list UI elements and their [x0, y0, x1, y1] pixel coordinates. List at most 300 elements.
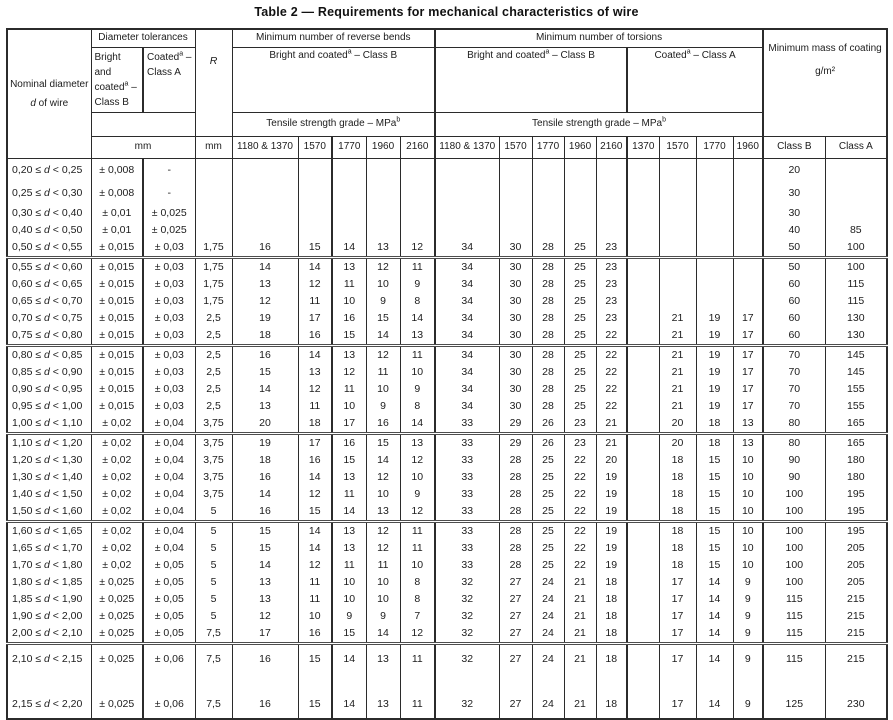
value-cell: ± 0,015 [91, 364, 143, 381]
header-grade-bends-1960: 1960 [366, 137, 400, 159]
value-cell: 10 [298, 608, 332, 625]
value-cell: 14 [696, 674, 733, 719]
value-cell: 1,75 [195, 239, 232, 258]
value-cell: 34 [435, 346, 499, 365]
value-cell [733, 293, 763, 310]
value-cell: ± 0,05 [143, 608, 195, 625]
value-cell: 50 [763, 258, 825, 277]
header-grade-torsb-1960: 1960 [564, 137, 596, 159]
value-cell: 125 [763, 674, 825, 719]
value-cell: 11 [400, 346, 435, 365]
value-cell: 100 [825, 239, 887, 258]
value-cell: 18 [596, 644, 627, 675]
value-cell: 215 [825, 608, 887, 625]
table-row [7, 182, 887, 205]
value-cell [499, 222, 532, 239]
value-cell [232, 222, 298, 239]
value-cell: 21 [596, 434, 627, 453]
value-cell: 25 [532, 557, 564, 574]
value-cell: 19 [232, 310, 298, 327]
value-cell: 19 [696, 327, 733, 346]
table-row [7, 608, 887, 625]
value-cell: ± 0,03 [143, 239, 195, 258]
value-cell: 5 [195, 557, 232, 574]
value-cell: 15 [696, 540, 733, 557]
value-cell: 25 [564, 276, 596, 293]
value-cell: 15 [298, 644, 332, 675]
value-cell: 14 [696, 591, 733, 608]
value-cell: 80 [763, 434, 825, 453]
value-cell: 90 [763, 469, 825, 486]
value-cell: 34 [435, 258, 499, 277]
value-cell: 15 [298, 239, 332, 258]
value-cell: 9 [400, 276, 435, 293]
value-cell: 15 [696, 557, 733, 574]
value-cell: 115 [763, 591, 825, 608]
value-cell: 13 [332, 522, 366, 541]
value-cell: 25 [564, 239, 596, 258]
header-coating-mass [763, 29, 887, 137]
value-cell: 25 [532, 486, 564, 503]
value-cell: - [143, 159, 195, 183]
value-cell: ± 0,02 [91, 540, 143, 557]
value-cell: ± 0,025 [143, 222, 195, 239]
diameter-range-cell: 1,30 ≤ d < 1,40 [7, 469, 91, 486]
value-cell: 100 [763, 557, 825, 574]
header-grade-torsa-1570: 1570 [659, 137, 696, 159]
value-cell: 27 [499, 591, 532, 608]
value-cell: 14 [298, 346, 332, 365]
value-cell: 60 [763, 310, 825, 327]
value-cell [659, 182, 696, 205]
value-cell: 18 [659, 452, 696, 469]
header-torsions-class-b: Bright and coated$^a$ – Class B [435, 48, 627, 113]
value-cell [400, 159, 435, 183]
value-cell: ± 0,03 [143, 398, 195, 415]
value-cell [659, 258, 696, 277]
value-cell [332, 182, 366, 205]
value-cell [400, 222, 435, 239]
value-cell: 32 [435, 625, 499, 644]
value-cell: 15 [696, 522, 733, 541]
value-cell [400, 182, 435, 205]
value-cell: 7,5 [195, 625, 232, 644]
value-cell [733, 205, 763, 222]
value-cell: 14 [366, 327, 400, 346]
value-cell: 8 [400, 398, 435, 415]
value-cell: 2,5 [195, 327, 232, 346]
value-cell: 25 [564, 364, 596, 381]
value-cell: 15 [332, 452, 366, 469]
value-cell: ± 0,008 [91, 159, 143, 183]
value-cell: 10 [400, 557, 435, 574]
value-cell: 28 [499, 540, 532, 557]
value-cell: ± 0,015 [91, 239, 143, 258]
table-row [7, 398, 887, 415]
value-cell: 8 [400, 293, 435, 310]
value-cell: 15 [696, 486, 733, 503]
value-cell: ± 0,03 [143, 381, 195, 398]
value-cell: 12 [366, 540, 400, 557]
value-cell: 215 [825, 625, 887, 644]
value-cell: ± 0,025 [91, 644, 143, 675]
value-cell [627, 452, 659, 469]
value-cell: 19 [596, 486, 627, 503]
value-cell: 18 [596, 574, 627, 591]
value-cell: 165 [825, 415, 887, 434]
value-cell: 8 [400, 574, 435, 591]
value-cell: 30 [499, 276, 532, 293]
value-cell: 85 [825, 222, 887, 239]
value-cell: 10 [400, 364, 435, 381]
value-cell: ± 0,015 [91, 310, 143, 327]
value-cell [696, 276, 733, 293]
value-cell: ± 0,008 [91, 182, 143, 205]
value-cell: ± 0,01 [91, 205, 143, 222]
value-cell [825, 159, 887, 183]
value-cell: 21 [564, 608, 596, 625]
value-cell: 17 [659, 608, 696, 625]
value-cell: 70 [763, 381, 825, 398]
value-cell [627, 222, 659, 239]
value-cell: 11 [366, 364, 400, 381]
value-cell [733, 276, 763, 293]
table-row [7, 205, 887, 222]
value-cell: 18 [696, 415, 733, 434]
value-cell: 23 [564, 415, 596, 434]
value-cell [232, 159, 298, 183]
value-cell: ± 0,03 [143, 364, 195, 381]
value-cell: 60 [763, 293, 825, 310]
value-cell: ± 0,03 [143, 346, 195, 365]
value-cell: 30 [499, 293, 532, 310]
value-cell: 17 [332, 415, 366, 434]
value-cell: 10 [733, 486, 763, 503]
value-cell: 17 [659, 674, 696, 719]
value-cell: 230 [825, 674, 887, 719]
value-cell: ± 0,03 [143, 293, 195, 310]
table-row [7, 159, 887, 183]
value-cell: 14 [400, 415, 435, 434]
diameter-range-cell: 0,30 ≤ d < 0,40 [7, 205, 91, 222]
value-cell: 5 [195, 503, 232, 522]
value-cell: 30 [499, 239, 532, 258]
diameter-range-cell: 1,20 ≤ d < 1,30 [7, 452, 91, 469]
value-cell: 17 [733, 346, 763, 365]
coating-unit: g/m² [815, 66, 836, 77]
table-row [7, 574, 887, 591]
value-cell: ± 0,02 [91, 434, 143, 453]
value-cell: 14 [298, 469, 332, 486]
value-cell: 21 [596, 415, 627, 434]
value-cell [564, 159, 596, 183]
value-cell: 24 [532, 574, 564, 591]
nominal-line2: d of wire [30, 98, 69, 109]
value-cell: 14 [366, 452, 400, 469]
value-cell: 30 [499, 364, 532, 381]
value-cell: 11 [400, 644, 435, 675]
value-cell: ± 0,025 [91, 574, 143, 591]
value-cell [627, 346, 659, 365]
diameter-range-cell: 2,10 ≤ d < 2,15 [7, 644, 91, 675]
value-cell: 10 [366, 574, 400, 591]
value-cell [435, 159, 499, 183]
value-cell [564, 182, 596, 205]
value-cell [659, 293, 696, 310]
header-grade-torsb-1770: 1770 [532, 137, 564, 159]
value-cell: 115 [825, 276, 887, 293]
value-cell [627, 574, 659, 591]
value-cell: 34 [435, 364, 499, 381]
value-cell: 12 [366, 258, 400, 277]
diameter-range-cell: 1,65 ≤ d < 1,70 [7, 540, 91, 557]
value-cell: 33 [435, 557, 499, 574]
value-cell: 28 [532, 258, 564, 277]
value-cell [332, 205, 366, 222]
value-cell [532, 159, 564, 183]
value-cell: 2,5 [195, 381, 232, 398]
value-cell: 155 [825, 381, 887, 398]
value-cell: 25 [564, 293, 596, 310]
value-cell [733, 159, 763, 183]
table-row [7, 540, 887, 557]
value-cell: ± 0,015 [91, 276, 143, 293]
value-cell: 19 [596, 469, 627, 486]
value-cell: 70 [763, 346, 825, 365]
value-cell: 16 [298, 452, 332, 469]
value-cell: 3,75 [195, 434, 232, 453]
table-row [7, 522, 887, 541]
value-cell: 22 [564, 469, 596, 486]
value-cell: 15 [332, 327, 366, 346]
header-reverse-bends: Minimum number of reverse bends [232, 29, 435, 48]
value-cell: 215 [825, 644, 887, 675]
value-cell: 13 [366, 644, 400, 675]
value-cell: 12 [366, 346, 400, 365]
value-cell [659, 205, 696, 222]
value-cell [532, 205, 564, 222]
value-cell: 21 [659, 327, 696, 346]
table-row [7, 381, 887, 398]
header-r: R [195, 29, 232, 137]
value-cell: 10 [366, 486, 400, 503]
value-cell: 28 [532, 364, 564, 381]
value-cell [627, 182, 659, 205]
value-cell: 23 [596, 276, 627, 293]
table-row [7, 327, 887, 346]
value-cell: 195 [825, 486, 887, 503]
value-cell: 25 [532, 522, 564, 541]
value-cell: 17 [733, 364, 763, 381]
value-cell: 9 [366, 608, 400, 625]
value-cell [627, 381, 659, 398]
value-cell: ± 0,05 [143, 574, 195, 591]
value-cell: 32 [435, 608, 499, 625]
value-cell: 100 [763, 540, 825, 557]
value-cell [298, 222, 332, 239]
value-cell: 100 [763, 522, 825, 541]
value-cell: 15 [232, 364, 298, 381]
value-cell: 15 [696, 452, 733, 469]
value-cell: 11 [332, 557, 366, 574]
value-cell: 15 [232, 540, 298, 557]
header-coating-class-b: Class B [763, 137, 825, 159]
value-cell: 180 [825, 452, 887, 469]
value-cell: 13 [298, 364, 332, 381]
value-cell [627, 258, 659, 277]
diameter-range-cell: 0,25 ≤ d < 0,30 [7, 182, 91, 205]
table-row [7, 557, 887, 574]
value-cell: 30 [499, 381, 532, 398]
value-cell: ± 0,05 [143, 625, 195, 644]
value-cell: 22 [596, 398, 627, 415]
value-cell [195, 205, 232, 222]
value-cell: 13 [332, 346, 366, 365]
value-cell [627, 522, 659, 541]
value-cell: 18 [659, 557, 696, 574]
value-cell: 28 [499, 503, 532, 522]
value-cell: 25 [564, 381, 596, 398]
value-cell: 21 [564, 674, 596, 719]
value-cell: 13 [332, 540, 366, 557]
value-cell: 10 [733, 522, 763, 541]
value-cell: 70 [763, 398, 825, 415]
diameter-range-cell: 1,10 ≤ d < 1,20 [7, 434, 91, 453]
value-cell: 13 [366, 503, 400, 522]
value-cell: 11 [332, 276, 366, 293]
value-cell: 11 [298, 293, 332, 310]
value-cell: ± 0,015 [91, 398, 143, 415]
value-cell: 195 [825, 522, 887, 541]
value-cell: 16 [332, 310, 366, 327]
value-cell: 19 [596, 540, 627, 557]
value-cell: 17 [298, 310, 332, 327]
header-torsions-class-a: Coated$^a$ – Class A [627, 48, 763, 113]
value-cell: 14 [332, 503, 366, 522]
value-cell [627, 327, 659, 346]
value-cell: 19 [232, 434, 298, 453]
value-cell: 10 [332, 591, 366, 608]
table-row [7, 258, 887, 277]
value-cell: ± 0,025 [91, 591, 143, 608]
value-cell: ± 0,04 [143, 434, 195, 453]
value-cell: 14 [298, 258, 332, 277]
value-cell: 12 [232, 608, 298, 625]
value-cell [435, 222, 499, 239]
value-cell: 22 [564, 522, 596, 541]
value-cell: 15 [696, 469, 733, 486]
table-row [7, 222, 887, 239]
value-cell: 21 [564, 574, 596, 591]
value-cell: ± 0,025 [91, 674, 143, 719]
value-cell: 28 [532, 239, 564, 258]
table-row [7, 364, 887, 381]
value-cell: 13 [332, 258, 366, 277]
diameter-range-cell: 0,80 ≤ d < 0,85 [7, 346, 91, 365]
value-cell: 180 [825, 469, 887, 486]
value-cell: 13 [232, 276, 298, 293]
value-cell: 13 [733, 415, 763, 434]
value-cell: 20 [659, 415, 696, 434]
value-cell: ± 0,01 [91, 222, 143, 239]
value-cell: 14 [696, 608, 733, 625]
value-cell: ± 0,015 [91, 346, 143, 365]
value-cell: 5 [195, 540, 232, 557]
value-cell: ± 0,02 [91, 452, 143, 469]
value-cell: 34 [435, 276, 499, 293]
value-cell: ± 0,04 [143, 540, 195, 557]
value-cell: 9 [733, 591, 763, 608]
value-cell: 14 [366, 625, 400, 644]
value-cell: 90 [763, 452, 825, 469]
value-cell: 115 [763, 608, 825, 625]
value-cell: 24 [532, 608, 564, 625]
value-cell: 14 [232, 486, 298, 503]
value-cell: 18 [596, 625, 627, 644]
value-cell: ± 0,025 [143, 205, 195, 222]
value-cell: 17 [232, 625, 298, 644]
value-cell: 12 [366, 522, 400, 541]
table-row [7, 415, 887, 434]
value-cell: 40 [763, 222, 825, 239]
value-cell: 34 [435, 381, 499, 398]
value-cell: 9 [366, 293, 400, 310]
value-cell: 12 [400, 625, 435, 644]
value-cell [366, 205, 400, 222]
value-cell: 34 [435, 398, 499, 415]
value-cell: 28 [532, 381, 564, 398]
value-cell: 25 [532, 503, 564, 522]
value-cell: 12 [332, 364, 366, 381]
header-tolerance-spacer [91, 113, 195, 137]
value-cell: 32 [435, 674, 499, 719]
value-cell: 24 [532, 591, 564, 608]
value-cell: 11 [332, 486, 366, 503]
value-cell [659, 159, 696, 183]
header-grade-torsb-2160: 2160 [596, 137, 627, 159]
value-cell: 21 [659, 346, 696, 365]
header-tensile-grade-bends: Tensile strength grade – MPa$^b$ [232, 113, 435, 137]
value-cell [696, 159, 733, 183]
value-cell: 15 [232, 522, 298, 541]
value-cell: 2,5 [195, 398, 232, 415]
value-cell [298, 182, 332, 205]
value-cell [627, 608, 659, 625]
value-cell: 33 [435, 503, 499, 522]
value-cell: 14 [400, 310, 435, 327]
value-cell: 50 [763, 239, 825, 258]
value-cell [627, 364, 659, 381]
value-cell: 9 [332, 608, 366, 625]
value-cell [596, 182, 627, 205]
value-cell: 24 [532, 674, 564, 719]
value-cell: 11 [366, 557, 400, 574]
value-cell: 155 [825, 398, 887, 415]
value-cell [332, 159, 366, 183]
value-cell: 27 [499, 644, 532, 675]
value-cell: 12 [366, 469, 400, 486]
value-cell: 7 [400, 608, 435, 625]
value-cell [627, 398, 659, 415]
value-cell: 25 [532, 540, 564, 557]
header-diameter-tolerances: Diameter tolerances [91, 29, 195, 48]
value-cell: 15 [366, 434, 400, 453]
value-cell: ± 0,015 [91, 258, 143, 277]
value-cell: 15 [332, 625, 366, 644]
value-cell: 10 [332, 398, 366, 415]
value-cell: 1,75 [195, 293, 232, 310]
nominal-line1: Nominal diameter [10, 79, 89, 90]
